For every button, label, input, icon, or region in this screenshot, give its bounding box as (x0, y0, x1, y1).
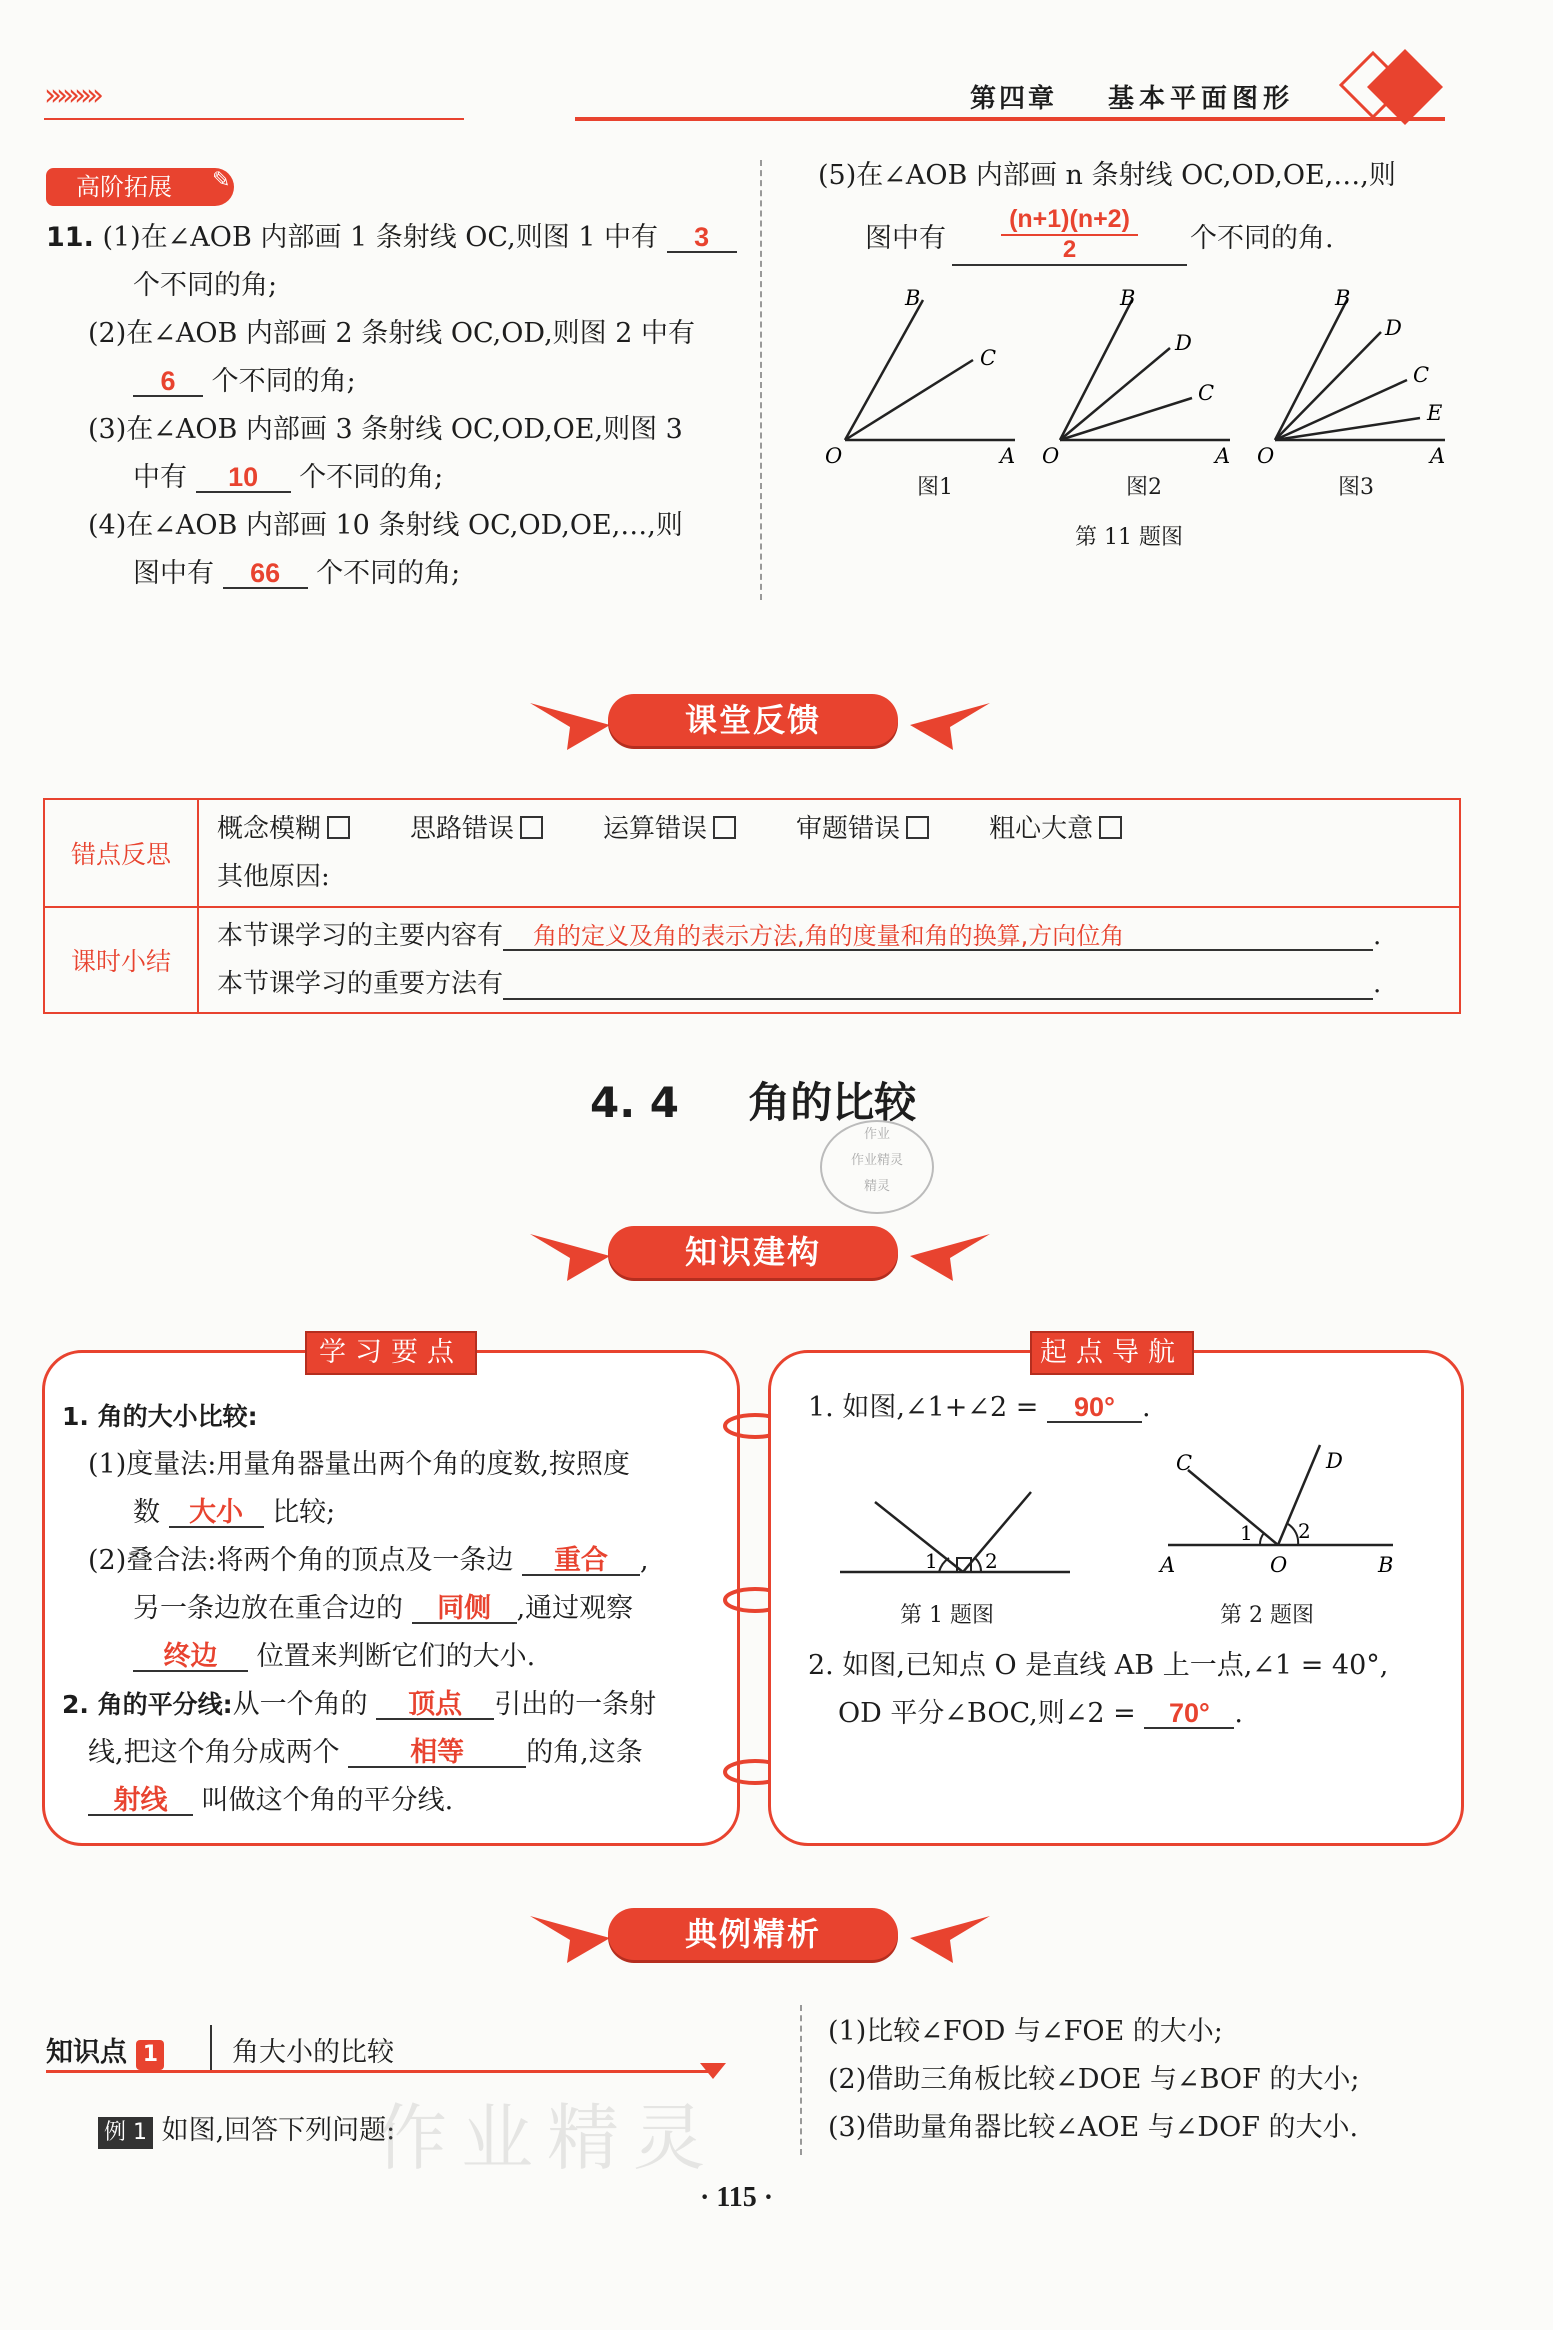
nav-q2-figure (1148, 1440, 1408, 1590)
knowledge-point-divider (210, 2025, 212, 2073)
points-item2-line2: 线,把这个角分成两个 相等 的角,这条 (88, 1737, 643, 1768)
header-line-left (44, 118, 464, 120)
q11-p2-answer: 6 (133, 367, 203, 397)
q11-f2-label-c: C (1198, 381, 1215, 405)
q11-f2-label-b: B (1120, 286, 1136, 310)
points-item2-line3: 射线 叫做这个角的平分线. (88, 1777, 453, 1825)
banner-right-arrow-icon (905, 1908, 995, 1968)
nav-q2-label-o: O (1270, 1553, 1288, 1577)
q11-figure-3 (1255, 280, 1455, 480)
example-right-2: (2)借助三角板比较∠DOE 与∠BOF 的大小; (828, 2064, 1360, 2095)
q11-p4-post: 个不同的角; (316, 558, 461, 589)
q11-f3-label-e: E (1427, 401, 1443, 425)
knowledge-point-label: 知识点 1 (46, 2030, 164, 2070)
checkbox-icon[interactable] (327, 816, 350, 839)
nav-q2-label-b: B (1378, 1553, 1394, 1577)
q11-f2-label-a: A (1215, 444, 1231, 468)
points-item1b-line2: 另一条边放在重合边的 同侧 ,通过观察 (133, 1593, 634, 1624)
watermark: 作业精灵 (375, 2096, 720, 2180)
points-ans-equal: 相等 (348, 1738, 526, 1768)
nav-fig2-caption: 第 2 题图 (1220, 1603, 1314, 1628)
q11-fig1-caption: 图1 (917, 475, 953, 500)
knowledge-point-num: 1 (136, 2040, 164, 2070)
nav-q1: 1. 如图,∠1+∠2 = 90° . (808, 1392, 1151, 1423)
q11-p5-post: 个不同的角. (1190, 223, 1334, 254)
header-diamond-icon (1335, 45, 1455, 135)
q11-p3-answer: 10 (196, 463, 291, 493)
q11-part4: (4)在∠AOB 内部画 10 条射线 OC,OD,OE,…,则 (88, 510, 683, 541)
q11-number: 11. (46, 222, 94, 253)
example-column-divider (800, 2005, 802, 2155)
header-chapter-title: 基本平面图形 (1108, 84, 1295, 114)
q11-part5-mid: 图中有 (865, 223, 946, 254)
points-panel-tab: 学习要点 (305, 1331, 477, 1375)
points-item1a: (1)度量法:用量角器量出两个角的度数,按照度 (88, 1449, 630, 1480)
q11-part4-line2 (133, 550, 460, 598)
q11-p4-answer: 66 (223, 559, 308, 589)
q11-part3-line2 (133, 454, 443, 502)
example-text: 如图,回答下列问题: (161, 2115, 396, 2146)
checkbox-icon[interactable] (906, 816, 929, 839)
points-item1-title: 1. 角的大小比较: (62, 1402, 258, 1431)
q11-part2: (2)在∠AOB 内部画 2 条射线 OC,OD,则图 2 中有 (88, 318, 696, 349)
q11-f1-label-c: C (980, 346, 997, 370)
feedback-row2-label: 课时小结 (44, 907, 198, 1013)
points-ans-sameside: 同侧 (412, 1594, 517, 1624)
q11-f1-label-b: B (905, 286, 921, 310)
example-line (98, 2107, 395, 2155)
banner-knowledge: 知识建构 (608, 1226, 898, 1278)
feedback-table (43, 798, 1461, 1014)
example-tag: 例 1 (98, 2117, 153, 2149)
points-ans-vertex: 顶点 (376, 1690, 494, 1720)
summary2-end: . (1373, 969, 1382, 999)
nav-q1-angle2: 2 (985, 1549, 998, 1573)
q11-fig2-caption: 图2 (1126, 475, 1162, 500)
q11-f3-label-o: O (1257, 444, 1275, 468)
nav-q2-line2: OD 平分∠BOC,则∠2 = 70° . (838, 1698, 1243, 1729)
points-ans-ray: 射线 (88, 1786, 193, 1816)
banner-right-arrow-icon (905, 695, 995, 755)
feedback-row1-label: 错点反思 (44, 799, 198, 907)
checkbox-icon[interactable] (713, 816, 736, 839)
q11-p3-post: 个不同的角; (299, 462, 444, 493)
header-chapter: 第四章 (970, 84, 1058, 114)
section-number: 4. 4 (590, 1078, 680, 1127)
points-ans-coincide: 重合 (522, 1546, 640, 1576)
q11-p1-post: 个不同的角; (133, 270, 278, 301)
banner-left-arrow-icon (525, 695, 615, 755)
option-calculation[interactable]: 运算错误 (603, 805, 736, 853)
page-number: · 115 · (700, 2182, 774, 2213)
nav-fig1-caption: 第 1 题图 (900, 1603, 994, 1628)
q11-figure-caption: 第 11 题图 (1075, 525, 1183, 550)
q11-f3-label-b: B (1335, 286, 1351, 310)
banner-feedback: 课堂反馈 (608, 694, 898, 746)
nav-q1-angle1: 1 (925, 1549, 938, 1573)
banner-left-arrow-icon (525, 1908, 615, 1968)
nav-q2-label-c: C (1176, 1451, 1193, 1475)
q11-p1-text: (1)在∠AOB 内部画 1 条射线 OC,则图 1 中有 (102, 222, 659, 253)
points-ans-terminal: 终边 (133, 1642, 248, 1672)
feedback-row1-content (198, 799, 1460, 907)
nav-q2-line1: 2. 如图,已知点 O 是直线 AB 上一点,∠1 = 40°, (808, 1650, 1389, 1681)
checkbox-icon[interactable] (520, 816, 543, 839)
q11-p5-denominator: 2 (1062, 236, 1077, 263)
points-item1a-line2: 数 大小 比较; (133, 1497, 336, 1528)
summary2-blank (503, 971, 1373, 1000)
points-item1b-line3: 终边 位置来判断它们的大小. (133, 1633, 535, 1681)
q11-part3: (3)在∠AOB 内部画 3 条射线 OC,OD,OE,则图 3 (88, 414, 683, 445)
q11-p5-numerator: (n+1)(n+2) (1001, 205, 1138, 236)
points-item1b: (2)叠合法:将两个角的顶点及一条边 重合 , (88, 1545, 649, 1576)
option-concept[interactable]: 概念模糊 (217, 805, 350, 853)
q11-figure-1 (825, 280, 1025, 480)
points-item2: 2. 角的平分线:从一个角的 顶点 引出的一条射 (62, 1689, 657, 1720)
banner-examples: 典例精析 (608, 1908, 898, 1960)
q11-f3-label-c: C (1413, 363, 1430, 387)
q11-p5-fraction (952, 205, 1187, 266)
summary1-answer: 角的定义及角的表示方法,角的度量和角的换算,方向位角 (503, 924, 1373, 951)
q11-part5: (5)在∠AOB 内部画 n 条射线 OC,OD,OE,…,则 (818, 160, 1396, 191)
nav-q1-answer: 90° (1047, 1393, 1142, 1423)
nav-q2-label-a: A (1160, 1553, 1176, 1577)
q11-figure-2 (1040, 280, 1240, 480)
option-reading[interactable]: 审题错误 (796, 805, 929, 853)
q11-f2-label-d: D (1175, 331, 1192, 355)
knowledge-point-underline (46, 2070, 716, 2073)
q11-p4-mid: 图中有 (133, 558, 214, 589)
example-right-1: (1)比较∠FOD 与∠FOE 的大小; (828, 2016, 1223, 2047)
checkbox-icon[interactable] (1099, 816, 1122, 839)
q11-f1-label-a: A (1000, 444, 1016, 468)
option-careless[interactable]: 粗心大意 (989, 805, 1122, 853)
nav-q2-label-d: D (1326, 1449, 1343, 1473)
q11-f3-label-d: D (1385, 316, 1402, 340)
summary2-text: 本节课学习的重要方法有 (217, 969, 504, 999)
nav-q2-answer: 70° (1144, 1699, 1234, 1729)
summary1-end: . (1373, 921, 1382, 951)
nav-panel-tab: 起点导航 (1030, 1331, 1194, 1375)
option-approach[interactable]: 思路错误 (410, 805, 543, 853)
q11-fig3-caption: 图3 (1338, 475, 1374, 500)
q11-p2-post: 个不同的角; (211, 366, 356, 397)
q11-f3-label-a: A (1430, 444, 1446, 468)
header-chevrons: ››››››››› (44, 78, 98, 113)
advanced-tag (46, 168, 234, 206)
q11-f1-label-o: O (825, 444, 843, 468)
knowledge-point-title: 角大小的比较 (232, 2037, 394, 2068)
option-other: 其他原因: (217, 862, 330, 892)
pencil-icon: ✎ (212, 168, 231, 193)
q11-part2-line2 (133, 358, 356, 406)
stamp-logo: 作业 作业精灵 精灵 (820, 1120, 934, 1214)
example-right-3: (3)借助量角器比较∠AOE 与∠DOF 的大小. (828, 2112, 1359, 2143)
section-name: 角的比较 (748, 1078, 917, 1127)
nav-q2-angle2: 2 (1298, 1519, 1311, 1543)
nav-q1-figure (835, 1470, 1075, 1580)
q11-p1-answer: 3 (667, 223, 737, 253)
feedback-row2-content (198, 907, 1460, 1013)
banner-left-arrow-icon (525, 1226, 615, 1286)
points-ans-size: 大小 (169, 1498, 264, 1528)
q11-f2-label-o: O (1042, 444, 1060, 468)
advanced-tag-label: 高阶拓展 (76, 173, 172, 201)
q11-part1 (46, 214, 746, 262)
column-divider (760, 160, 762, 600)
nav-q2-angle1: 1 (1240, 1521, 1253, 1545)
header-line-right (575, 117, 1445, 121)
summary1-text: 本节课学习的主要内容有 (217, 921, 504, 951)
banner-right-arrow-icon (905, 1226, 995, 1286)
q11-p3-mid: 中有 (133, 462, 187, 493)
